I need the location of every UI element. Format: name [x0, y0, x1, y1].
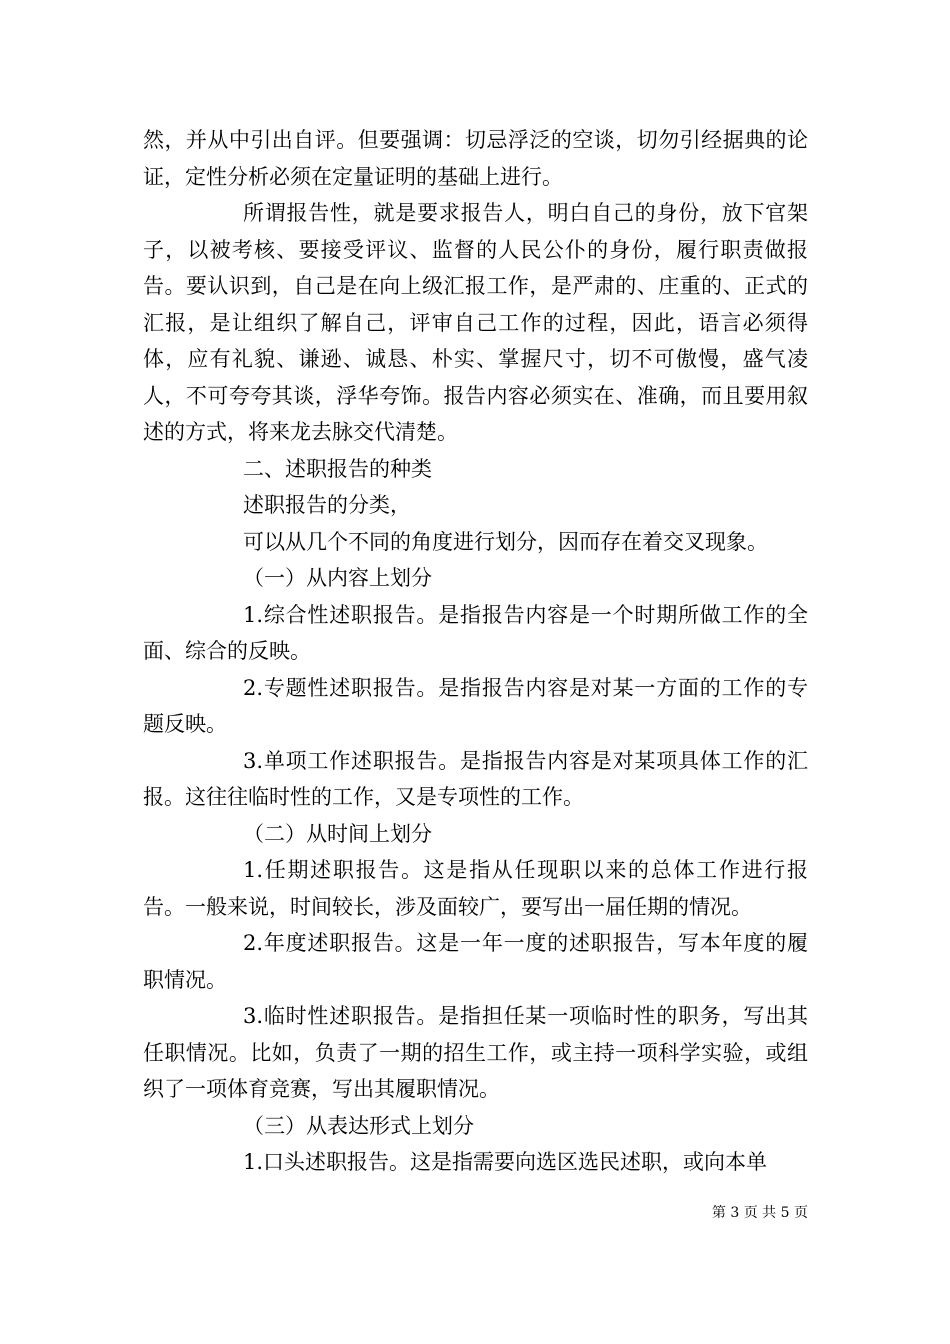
- subheading-content: （一）从内容上划分: [243, 566, 432, 590]
- subheading-form: （三）从表达形式上划分: [243, 1113, 474, 1138]
- paragraph-2: 所谓报告性，就是要求报告人，明白自己的身份，放下官架子，以被考核、要接受评议、监督的人民公仆的身份，履行职责做报告。要认识到，自己是在向上级汇报工作，是严肃的、庄重的、正式的汇报，是让组织了解自己，评审自己工作的过程，因此，语言必须得体，应有礼貌、谦逊、诚恳、朴实、掌握尺寸，切不可傲慢，盛气凌人，不可夸夸其谈，浮华夸饰。报告内容必须实在、准确，而且要用叙述的方式，将来龙去脉交代清楚。: [143, 201, 808, 444]
- document-body: [143, 122, 808, 1181]
- list-item-tenure: 1.任期述职报告。这是指从任现职以来的总体工作进行报告。一般来说，时间较长，涉及面较广，要写出一届任期的情况。: [143, 858, 808, 919]
- list-item-single: 3.单项工作述职报告。是指报告内容是对某项具体工作的汇报。这往往临时性的工作，又是专项性的工作。: [143, 748, 808, 809]
- section-heading-2: 二、述职报告的种类: [243, 456, 432, 481]
- subheading-time: （二）从时间上划分: [243, 821, 432, 846]
- paragraph-1: 然，并从中引出自评。但要强调：切忌浮泛的空谈，切勿引经据典的论证，定性分析必须在定量证明的基础上进行。: [143, 128, 808, 189]
- list-item-temporary: 3.临时性述职报告。是指担任某一项临时性的职务，写出其任职情况。比如，负责了一期的招生工作，或主持一项科学实验，或组织了一项体育竞赛，写出其履职情况。: [143, 1004, 808, 1101]
- list-item-thematic: 2.专题性述职报告。是指报告内容是对某一方面的工作的专题反映。: [143, 675, 808, 736]
- list-item-annual: 2.年度述职报告。这是一年一度的述职报告，写本年度的履职情况。: [143, 931, 808, 992]
- paragraph-3: 述职报告的分类，: [243, 493, 411, 517]
- list-item-oral: 1.口头述职报告。这是指需要向选区选民述职，或向本单: [243, 1150, 768, 1174]
- paragraph-4: 可以从几个不同的角度进行划分，因而存在着交叉现象。: [243, 529, 768, 554]
- page-number: 第 3 页 共 5 页: [711, 1205, 808, 1221]
- list-item-comprehensive: 1.综合性述职报告。是指报告内容是一个时期所做工作的全面、综合的反映。: [143, 602, 808, 663]
